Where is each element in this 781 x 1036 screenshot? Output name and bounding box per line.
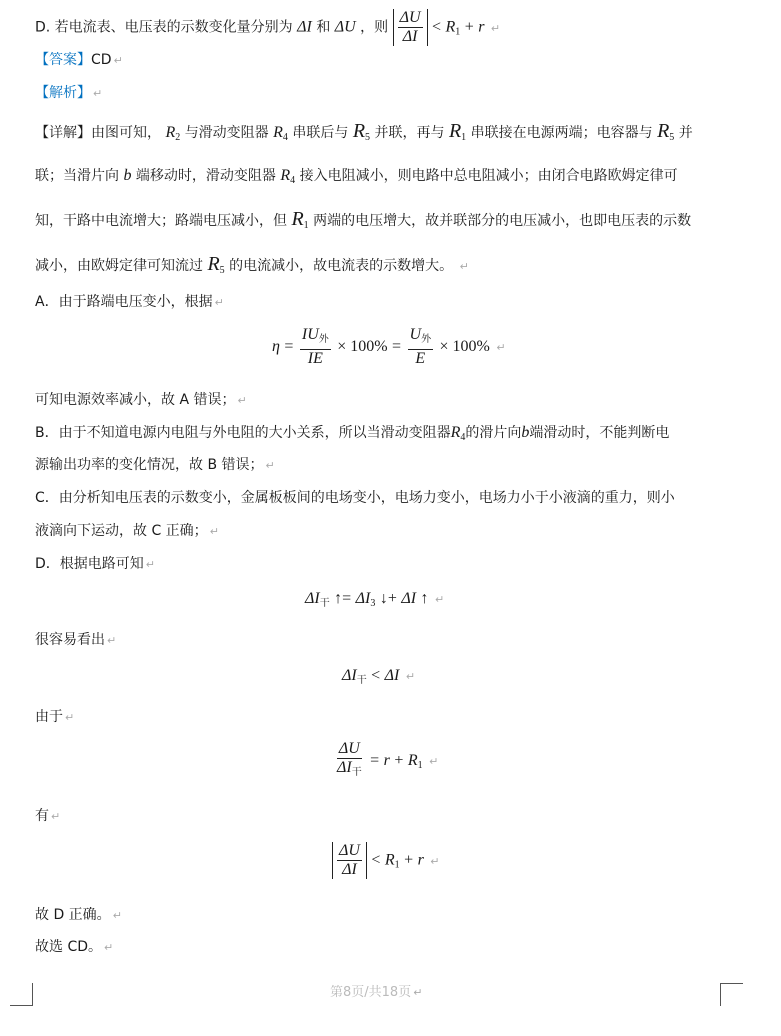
current-relation-formula: $\Delta I_干$ ↑= $\Delta I_3$ ↓+ ΔI ↑ ↵ [305,590,445,609]
easy-see-line: 很容易看出 ↵ [35,632,117,648]
have-line: 有 ↵ [35,808,61,824]
option-b-line-1: B．由于不知道电源内电阻与外电阻的大小关系，所以当滑动变阻器$R_4$的滑片向b端滑动时，不能判断电 [35,424,670,443]
abs-inequality-formula: $\frac{\Delta U}{\Delta I}$ < $R_1 + r$ ↵ [332,842,440,879]
ratio-formula: $\frac{\Delta U}{\Delta I_干}$ = $r + R_1$ ↵ [337,740,439,778]
analysis-label: 【解析】 [35,85,91,101]
page-number: 第8页/共18页 [330,985,412,1000]
analysis-label-line: 【解析】 ↵ [35,85,103,101]
answer-line: 【答案】CD ↵ [35,52,123,68]
option-a-conclusion: 可知电源效率减小，故 A 错误； ↵ [35,392,247,408]
detail-label: 【详解】 [35,125,91,141]
option-d-line: D. 若电流表、电压表的示数变化量分别为 ΔI 和 ΔU ，则 $\frac{\Delta U}{\Delta I}$ < $R_1 + r$ ↵ [35,9,501,45]
page-corner-mark-left [10,983,33,1006]
answer-label: 【答案】 [35,52,91,68]
because-line: 由于 ↵ [35,709,75,725]
page-corner-mark-right [720,983,743,1006]
abs-ratio: $\frac{\Delta U}{\Delta I}$ [393,9,428,46]
inequality-formula: $\Delta I_干 < \Delta I$ ↵ [342,667,416,686]
detail-line-4: 减小，由欧姆定律可知流过 $R_5$ 的电流减小，故电流表的示数增大。 ↵ [35,253,469,276]
choose-line: 故选 CD。 ↵ [35,939,114,955]
option-d-analysis: D．根据电路可知 ↵ [35,556,155,572]
page-footer: 第8页/共18页 ↵ [330,985,423,1000]
detail-line-1: 【详解】由图可知， $R_2$ 与滑动变阻器 $R_4$ 串联后与 $R_5$ 并联，再与 $R_1$ 串联接在电源两端；电容器与 $R_5$ 并 [35,120,693,143]
option-c-line-1: C．由分析知电压表的示数变小，金属板板间的电场变小，电场力变小，电场力小于小液滴的重力，则小 [35,490,675,506]
answer-value: CD [91,52,112,68]
option-c-line-2: 液滴向下运动，故 C 正确； ↵ [35,523,219,539]
d-correct-line: 故 D 正确。 ↵ [35,907,122,923]
detail-line-2: 联；当滑片向 b 端移动时，滑动变阻器 $R_4$ 接入电阻减小，则电路中总电阻减小；由闭合电路欧姆定律可 [35,167,678,186]
option-a-line: A．由于路端电压变小，根据 ↵ [35,294,224,310]
option-b-line-2: 源输出功率的变化情况，故 B 错误； ↵ [35,457,275,473]
efficiency-formula: η = $\frac{IU_外}{IE}$ × 100% = $\frac{U_外}{E}$ × 100% ↵ [272,326,506,367]
detail-line-3: 知，干路中电流增大；路端电压减小，但 $R_1$ 两端的电压增大，故并联部分的电压减小，也即电压表的示数 [35,208,692,231]
